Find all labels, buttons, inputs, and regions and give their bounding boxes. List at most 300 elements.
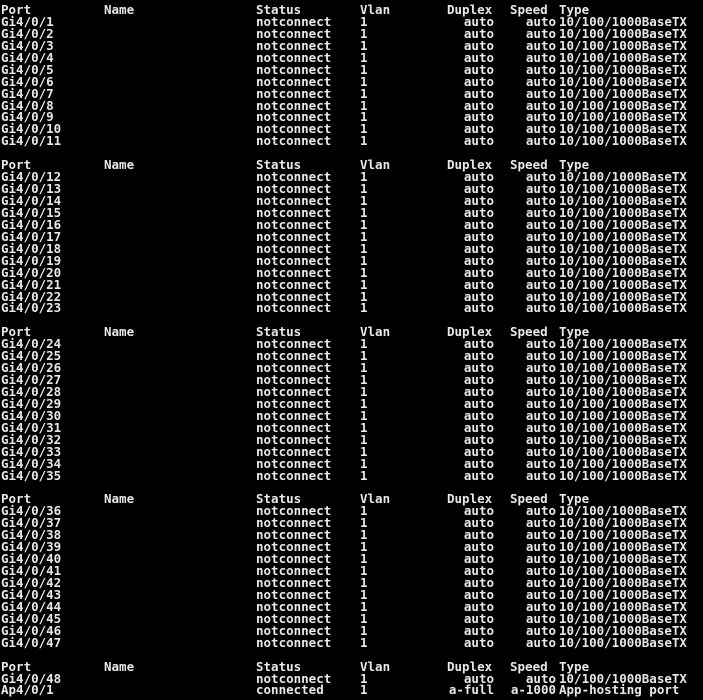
port-speed: auto	[525, 49, 556, 65]
port-port: Gi4/0/45	[1, 610, 62, 626]
port-duplex: auto	[463, 133, 494, 149]
port-status: notconnect	[256, 360, 332, 376]
port-duplex: auto	[463, 216, 494, 232]
port-port: Gi4/0/24	[1, 336, 62, 352]
port-status: notconnect	[256, 431, 332, 447]
port-status: notconnect	[256, 336, 332, 352]
port-speed: auto	[525, 598, 556, 614]
port-status: notconnect	[256, 61, 332, 77]
port-type: 10/100/1000BaseTX	[559, 193, 687, 208]
port-status: notconnect	[256, 670, 332, 686]
port-port: Gi4/0/20	[1, 264, 62, 280]
port-port: Ap4/0/1	[1, 682, 54, 698]
port-speed: auto	[525, 372, 556, 388]
port-duplex: auto	[463, 598, 494, 614]
header-type: Type	[559, 4, 590, 17]
header-type: Type	[559, 157, 590, 173]
port-type: 10/100/1000BaseTX	[559, 419, 687, 435]
port-status: notconnect	[256, 455, 332, 471]
port-speed: auto	[525, 455, 556, 471]
port-duplex: auto	[463, 288, 494, 304]
port-vlan: 1	[360, 539, 368, 555]
port-duplex: auto	[463, 443, 494, 459]
port-port: Gi4/0/3	[1, 37, 54, 53]
port-port: Gi4/0/1	[1, 13, 54, 29]
port-port: Gi4/0/42	[1, 575, 62, 590]
port-type: 10/100/1000BaseTX	[559, 551, 687, 567]
port-duplex: auto	[463, 204, 494, 220]
port-row	[0, 684, 703, 696]
port-status: notconnect	[256, 575, 332, 590]
port-status: notconnect	[256, 121, 332, 137]
port-speed: auto	[525, 563, 556, 579]
port-duplex: auto	[463, 252, 494, 268]
port-port: Gi4/0/10	[1, 121, 62, 137]
port-row	[0, 135, 703, 147]
port-status: notconnect	[256, 634, 332, 650]
port-status: notconnect	[256, 169, 332, 185]
port-status: notconnect	[256, 348, 332, 364]
header-duplex: Duplex	[447, 157, 493, 173]
port-speed: auto	[525, 586, 556, 602]
port-vlan: 1	[360, 670, 368, 686]
port-duplex: auto	[463, 121, 494, 137]
port-row	[0, 467, 703, 483]
port-type: 10/100/1000BaseTX	[559, 25, 687, 41]
header-speed: Speed	[510, 491, 548, 507]
port-type: 10/100/1000BaseTX	[559, 431, 687, 447]
port-duplex: auto	[463, 13, 494, 29]
header-duplex: Duplex	[447, 491, 493, 507]
port-vlan: 1	[360, 181, 368, 197]
port-port: Gi4/0/36	[1, 503, 62, 519]
port-status: notconnect	[256, 563, 332, 579]
header-status: Status	[256, 658, 302, 674]
port-vlan: 1	[360, 288, 368, 304]
port-speed: auto	[525, 85, 556, 101]
port-speed: auto	[525, 37, 556, 53]
port-speed: auto	[525, 121, 556, 137]
port-port: Gi4/0/27	[1, 372, 62, 388]
port-port: Gi4/0/37	[1, 515, 62, 531]
port-port: Gi4/0/29	[1, 395, 62, 411]
port-vlan: 1	[360, 109, 368, 125]
header-type: Type	[559, 658, 590, 674]
header-duplex: Duplex	[447, 4, 493, 17]
port-duplex: auto	[463, 670, 494, 686]
port-vlan: 1	[360, 575, 368, 590]
port-status: notconnect	[256, 181, 332, 197]
port-row	[0, 634, 703, 650]
port-duplex: auto	[463, 240, 494, 256]
header-status: Status	[256, 4, 302, 17]
port-status: notconnect	[256, 13, 332, 29]
port-type: 10/100/1000BaseTX	[559, 13, 687, 29]
port-type: 10/100/1000BaseTX	[559, 264, 687, 280]
port-port: Gi4/0/35	[1, 467, 62, 483]
port-speed: auto	[525, 575, 556, 590]
port-vlan: 1	[360, 336, 368, 352]
port-type: 10/100/1000BaseTX	[559, 527, 687, 543]
port-type: 10/100/1000BaseTX	[559, 634, 687, 650]
port-type: 10/100/1000BaseTX	[559, 73, 687, 89]
port-speed: auto	[525, 348, 556, 364]
port-status: notconnect	[256, 240, 332, 256]
port-speed: auto	[525, 228, 556, 244]
port-speed: auto	[525, 204, 556, 220]
port-port: Gi4/0/19	[1, 252, 62, 268]
port-port: Gi4/0/9	[1, 109, 54, 125]
port-speed: auto	[525, 467, 556, 483]
port-vlan: 1	[360, 276, 368, 292]
terminal-output	[0, 4, 703, 700]
port-type: 10/100/1000BaseTX	[559, 61, 687, 77]
port-duplex: auto	[463, 97, 494, 113]
port-port: Gi4/0/11	[1, 133, 62, 149]
header-name: Name	[104, 324, 135, 340]
header-name: Name	[104, 4, 135, 17]
port-speed: auto	[525, 109, 556, 125]
port-duplex: auto	[463, 431, 494, 447]
port-row	[0, 302, 703, 314]
port-type: 10/100/1000BaseTX	[559, 169, 687, 185]
port-type: 10/100/1000BaseTX	[559, 204, 687, 220]
port-speed: auto	[525, 181, 556, 197]
port-status: connected	[256, 682, 324, 698]
port-vlan: 1	[360, 551, 368, 567]
port-type: 10/100/1000BaseTX	[559, 407, 687, 423]
port-port: Gi4/0/6	[1, 73, 54, 89]
port-status: notconnect	[256, 85, 332, 101]
port-port: Gi4/0/43	[1, 586, 62, 602]
port-speed: auto	[525, 419, 556, 435]
port-status: notconnect	[256, 252, 332, 268]
header-status: Status	[256, 157, 302, 173]
port-status: notconnect	[256, 384, 332, 399]
port-vlan: 1	[360, 61, 368, 77]
port-vlan: 1	[360, 25, 368, 41]
port-duplex: auto	[463, 551, 494, 567]
port-status: notconnect	[256, 288, 332, 304]
port-port: Gi4/0/44	[1, 598, 62, 614]
port-duplex: auto	[463, 634, 494, 650]
port-speed: auto	[525, 133, 556, 149]
port-type: 10/100/1000BaseTX	[559, 181, 687, 197]
port-vlan: 1	[360, 300, 368, 316]
header-vlan: Vlan	[360, 491, 391, 507]
header-duplex: Duplex	[447, 324, 493, 340]
port-port: Gi4/0/4	[1, 49, 54, 65]
port-type: 10/100/1000BaseTX	[559, 622, 687, 638]
port-status: notconnect	[256, 372, 332, 388]
port-vlan: 1	[360, 252, 368, 268]
port-duplex: auto	[463, 563, 494, 579]
port-status: notconnect	[256, 527, 332, 543]
port-port: Gi4/0/5	[1, 61, 54, 77]
port-speed: auto	[525, 193, 556, 208]
port-vlan: 1	[360, 527, 368, 543]
port-duplex: auto	[463, 527, 494, 543]
port-duplex: auto	[463, 372, 494, 388]
port-speed: auto	[525, 240, 556, 256]
header-type: Type	[559, 324, 590, 340]
port-type: 10/100/1000BaseTX	[559, 539, 687, 555]
header-speed: Speed	[510, 157, 548, 173]
port-speed: auto	[525, 73, 556, 89]
port-type: 10/100/1000BaseTX	[559, 348, 687, 364]
port-port: Gi4/0/8	[1, 97, 54, 113]
port-port: Gi4/0/18	[1, 240, 62, 256]
port-vlan: 1	[360, 240, 368, 256]
port-type: 10/100/1000BaseTX	[559, 336, 687, 352]
port-port: Gi4/0/16	[1, 216, 62, 232]
port-type: 10/100/1000BaseTX	[559, 575, 687, 590]
port-vlan: 1	[360, 395, 368, 411]
port-vlan: 1	[360, 13, 368, 29]
port-vlan: 1	[360, 73, 368, 89]
port-port: Gi4/0/13	[1, 181, 62, 197]
port-port: Gi4/0/38	[1, 527, 62, 543]
port-status: notconnect	[256, 443, 332, 459]
port-port: Gi4/0/21	[1, 276, 62, 292]
port-speed: auto	[525, 97, 556, 113]
port-type: 10/100/1000BaseTX	[559, 586, 687, 602]
port-speed: a-1000	[510, 682, 556, 698]
port-speed: auto	[525, 395, 556, 411]
port-status: notconnect	[256, 216, 332, 232]
port-type: 10/100/1000BaseTX	[559, 610, 687, 626]
port-status: notconnect	[256, 73, 332, 89]
port-speed: auto	[525, 300, 556, 316]
port-port: Gi4/0/25	[1, 348, 62, 364]
port-status: notconnect	[256, 407, 332, 423]
header-name: Name	[104, 157, 135, 173]
port-port: Gi4/0/15	[1, 204, 62, 220]
port-type: 10/100/1000BaseTX	[559, 515, 687, 531]
port-vlan: 1	[360, 407, 368, 423]
port-type: 10/100/1000BaseTX	[559, 133, 687, 149]
port-duplex: auto	[463, 503, 494, 519]
port-vlan: 1	[360, 133, 368, 149]
header-type: Type	[559, 491, 590, 507]
port-port: Gi4/0/40	[1, 551, 62, 567]
port-port: Gi4/0/28	[1, 384, 62, 399]
port-vlan: 1	[360, 598, 368, 614]
port-status: notconnect	[256, 25, 332, 41]
port-type: 10/100/1000BaseTX	[559, 395, 687, 411]
port-status: notconnect	[256, 586, 332, 602]
port-type: 10/100/1000BaseTX	[559, 276, 687, 292]
port-port: Gi4/0/39	[1, 539, 62, 555]
port-type: 10/100/1000BaseTX	[559, 360, 687, 376]
port-type: 10/100/1000BaseTX	[559, 37, 687, 53]
port-vlan: 1	[360, 49, 368, 65]
port-duplex: auto	[463, 61, 494, 77]
port-port: Gi4/0/48	[1, 670, 62, 686]
port-vlan: 1	[360, 515, 368, 531]
port-speed: auto	[525, 336, 556, 352]
header-speed: Speed	[510, 4, 548, 17]
port-status: notconnect	[256, 419, 332, 435]
port-duplex: auto	[463, 467, 494, 483]
port-vlan: 1	[360, 348, 368, 364]
port-port: Gi4/0/7	[1, 85, 54, 101]
port-speed: auto	[525, 539, 556, 555]
port-status: notconnect	[256, 49, 332, 65]
port-vlan: 1	[360, 443, 368, 459]
port-speed: auto	[525, 670, 556, 686]
port-status: notconnect	[256, 610, 332, 626]
port-speed: auto	[525, 610, 556, 626]
port-speed: auto	[525, 276, 556, 292]
port-duplex: auto	[463, 169, 494, 185]
header-duplex: Duplex	[447, 658, 493, 674]
port-type: 10/100/1000BaseTX	[559, 121, 687, 137]
port-speed: auto	[525, 288, 556, 304]
port-port: Gi4/0/31	[1, 419, 62, 435]
header-port: Port	[1, 157, 32, 173]
port-vlan: 1	[360, 419, 368, 435]
port-port: Gi4/0/17	[1, 228, 62, 244]
port-speed: auto	[525, 360, 556, 376]
port-type: 10/100/1000BaseTX	[559, 97, 687, 113]
port-status: notconnect	[256, 109, 332, 125]
port-duplex: auto	[463, 455, 494, 471]
port-port: Gi4/0/30	[1, 407, 62, 423]
port-vlan: 1	[360, 193, 368, 208]
port-vlan: 1	[360, 455, 368, 471]
port-speed: auto	[525, 622, 556, 638]
header-vlan: Vlan	[360, 4, 391, 17]
port-type: 10/100/1000BaseTX	[559, 216, 687, 232]
port-type: 10/100/1000BaseTX	[559, 467, 687, 483]
port-vlan: 1	[360, 431, 368, 447]
port-duplex: auto	[463, 586, 494, 602]
port-type: 10/100/1000BaseTX	[559, 372, 687, 388]
port-status: notconnect	[256, 515, 332, 531]
port-port: Gi4/0/41	[1, 563, 62, 579]
port-type: 10/100/1000BaseTX	[559, 443, 687, 459]
port-vlan: 1	[360, 85, 368, 101]
port-speed: auto	[525, 169, 556, 185]
port-type: 10/100/1000BaseTX	[559, 109, 687, 125]
port-duplex: auto	[463, 193, 494, 208]
port-speed: auto	[525, 431, 556, 447]
port-port: Gi4/0/47	[1, 634, 62, 650]
port-vlan: 1	[360, 586, 368, 602]
port-port: Gi4/0/12	[1, 169, 62, 185]
port-port: Gi4/0/34	[1, 455, 62, 471]
header-vlan: Vlan	[360, 157, 391, 173]
port-vlan: 1	[360, 228, 368, 244]
header-port: Port	[1, 658, 32, 674]
port-speed: auto	[525, 515, 556, 531]
port-type: 10/100/1000BaseTX	[559, 503, 687, 519]
header-vlan: Vlan	[360, 658, 391, 674]
port-duplex: auto	[463, 407, 494, 423]
port-port: Gi4/0/23	[1, 300, 62, 316]
port-port: Gi4/0/46	[1, 622, 62, 638]
port-duplex: auto	[463, 181, 494, 197]
port-vlan: 1	[360, 634, 368, 650]
port-duplex: auto	[463, 336, 494, 352]
header-name: Name	[104, 491, 135, 507]
port-port: Gi4/0/2	[1, 25, 54, 41]
port-type: 10/100/1000BaseTX	[559, 228, 687, 244]
port-duplex: auto	[463, 419, 494, 435]
port-duplex: auto	[463, 276, 494, 292]
header-port: Port	[1, 491, 32, 507]
port-duplex: auto	[463, 515, 494, 531]
port-type: 10/100/1000BaseTX	[559, 240, 687, 256]
port-status: notconnect	[256, 622, 332, 638]
header-speed: Speed	[510, 658, 548, 674]
port-status: notconnect	[256, 204, 332, 220]
port-status: notconnect	[256, 133, 332, 149]
port-duplex: auto	[463, 384, 494, 399]
port-status: notconnect	[256, 539, 332, 555]
port-duplex: auto	[463, 360, 494, 376]
port-vlan: 1	[360, 467, 368, 483]
port-vlan: 1	[360, 372, 368, 388]
port-vlan: 1	[360, 563, 368, 579]
port-status: notconnect	[256, 37, 332, 53]
port-duplex: auto	[463, 109, 494, 125]
port-vlan: 1	[360, 121, 368, 137]
port-duplex: auto	[463, 85, 494, 101]
port-duplex: auto	[463, 264, 494, 280]
port-type: 10/100/1000BaseTX	[559, 455, 687, 471]
port-duplex: auto	[463, 395, 494, 411]
header-speed: Speed	[510, 324, 548, 340]
port-vlan: 1	[360, 682, 368, 698]
port-port: Gi4/0/33	[1, 443, 62, 459]
port-status: notconnect	[256, 300, 332, 316]
port-duplex: auto	[463, 622, 494, 638]
port-duplex: auto	[463, 49, 494, 65]
header-port: Port	[1, 4, 32, 17]
port-type: App-hosting port	[559, 682, 680, 698]
port-vlan: 1	[360, 264, 368, 280]
port-duplex: auto	[463, 73, 494, 89]
port-duplex: auto	[463, 575, 494, 590]
port-type: 10/100/1000BaseTX	[559, 670, 687, 686]
port-type: 10/100/1000BaseTX	[559, 563, 687, 579]
port-port: Gi4/0/26	[1, 360, 62, 376]
port-vlan: 1	[360, 622, 368, 638]
port-type: 10/100/1000BaseTX	[559, 300, 687, 316]
port-status: notconnect	[256, 551, 332, 567]
port-duplex: auto	[463, 348, 494, 364]
port-port: Gi4/0/14	[1, 193, 62, 208]
port-speed: auto	[525, 61, 556, 77]
port-status: notconnect	[256, 276, 332, 292]
port-duplex: auto	[463, 539, 494, 555]
port-status: notconnect	[256, 503, 332, 519]
port-type: 10/100/1000BaseTX	[559, 49, 687, 65]
header-name: Name	[104, 658, 135, 674]
port-status: notconnect	[256, 97, 332, 113]
port-duplex: auto	[463, 610, 494, 626]
header-status: Status	[256, 491, 302, 507]
port-type: 10/100/1000BaseTX	[559, 252, 687, 268]
port-vlan: 1	[360, 384, 368, 399]
header-status: Status	[256, 324, 302, 340]
port-status: notconnect	[256, 264, 332, 280]
port-duplex: auto	[463, 25, 494, 41]
port-speed: auto	[525, 634, 556, 650]
port-speed: auto	[525, 551, 556, 567]
